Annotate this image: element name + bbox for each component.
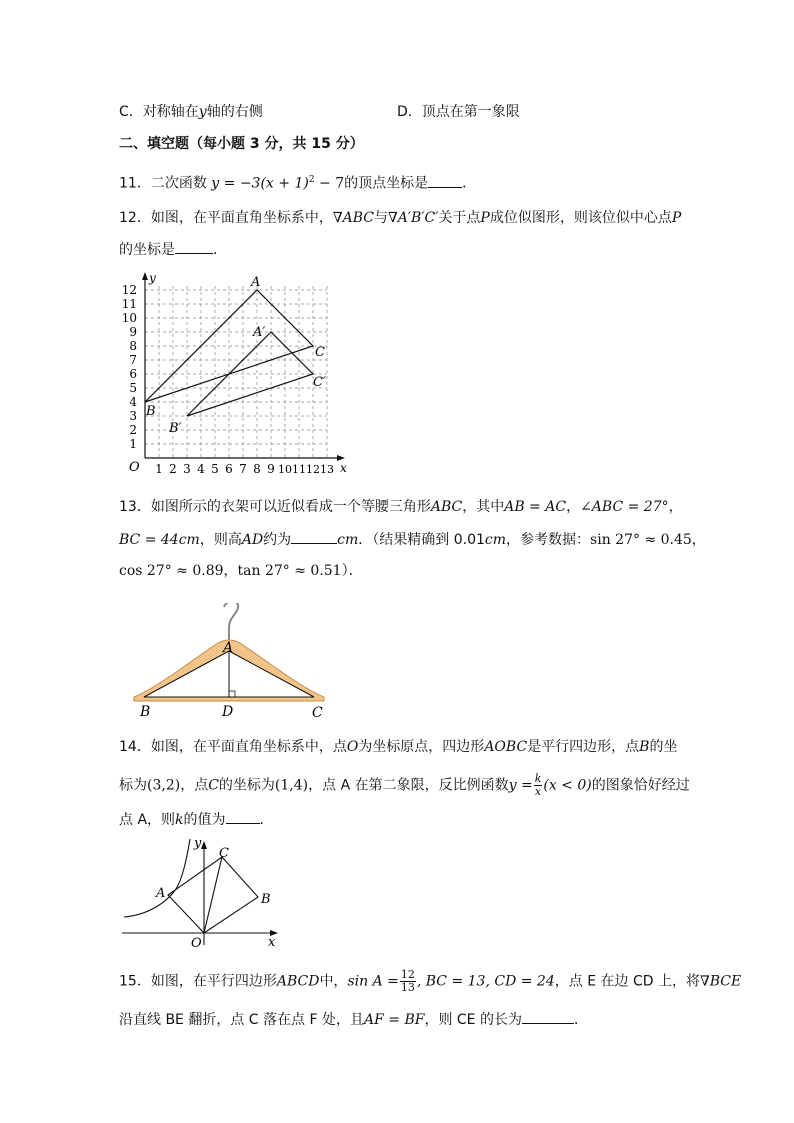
y-tick: 5 xyxy=(129,381,137,395)
answer-blank[interactable] xyxy=(175,239,213,254)
point-b-label: B xyxy=(146,404,156,419)
question-14-line3: 点 A，则k的值为 ． xyxy=(119,809,274,830)
x-tick: 5 xyxy=(211,462,219,476)
x-tick: 9 xyxy=(267,462,275,476)
point-c-label: C xyxy=(219,846,229,861)
question-14-line2: 标为(3,2)，点C的坐标为(1,4)，点 A 在第二象限，反比例函数y = $\frac{k}{x}$ (x < 0)的图象恰好经过 xyxy=(119,772,690,798)
x-tick-labels xyxy=(155,462,334,476)
x-tick: 8 xyxy=(253,462,261,476)
question-13-line2: BC = 44cm，则高AD约为 cm．（结果精确到 0.01cm，参考数据：sin 27° ≈ 0.45， xyxy=(119,529,706,550)
y-tick: 10 xyxy=(121,311,137,325)
y-tick: 12 xyxy=(121,283,137,297)
question-15-line1: 15．如图，在平行四边形ABCD中，sin A = $\frac{12}{13}$ , BC = 13, CD = 24，点 E 在边 CD 上，将∇BCE xyxy=(119,968,742,994)
question-13-line1: 13．如图所示的衣架可以近似看成一个等腰三角形ABC，其中AB = AC，∠ABC = 27°， xyxy=(119,499,683,515)
x-tick: 6 xyxy=(225,462,233,476)
question-13-line3: cos 27° ≈ 0.89，tan 27° ≈ 0.51）． xyxy=(119,563,363,579)
y-tick: 3 xyxy=(129,409,137,423)
y-tick: 2 xyxy=(129,423,137,437)
fraction-k-over-x: $\frac{k}{x}$ xyxy=(534,772,542,798)
hyperbola-curve xyxy=(124,839,190,917)
q12-coordinate-figure xyxy=(115,270,355,480)
y-axis-arrow xyxy=(142,272,148,280)
question-14-line1: 14．如图，在平面直角坐标系中，点O为坐标原点，四边形AOBC是平行四边形，点B的坐 xyxy=(119,739,678,755)
point-c-prime-label: C′ xyxy=(313,375,326,390)
x-tick: 7 xyxy=(239,462,247,476)
point-a-prime-label: A′ xyxy=(253,325,266,340)
point-a-label: A xyxy=(223,640,234,656)
answer-blank[interactable] xyxy=(428,173,462,188)
origin-label: O xyxy=(129,460,140,475)
y-axis-label: y xyxy=(149,271,156,285)
y-tick-labels xyxy=(122,283,138,451)
x-axis-label: x xyxy=(340,461,347,475)
answer-blank[interactable] xyxy=(522,1009,574,1024)
x-tick: 2 xyxy=(169,462,177,476)
y-axis-label: y xyxy=(194,836,202,851)
x-tick: 10 xyxy=(278,463,292,476)
answer-blank[interactable] xyxy=(226,809,260,824)
option-d: D．顶点在第一象限 xyxy=(397,104,520,120)
question-15-line2: 沿直线 BE 翻折，点 C 落在点 F 处，且AF = BF，则 CE 的长为 ． xyxy=(119,1009,588,1030)
question-12-line1: 12．如图，在平面直角坐标系中，∇ABC与∇A′B′C′关于点P成位似图形，则该位似中心点P xyxy=(119,210,682,226)
question-12-line2: 的坐标是 ． xyxy=(119,239,227,260)
point-b-label: B xyxy=(140,704,151,720)
x-tick: 11 xyxy=(292,463,306,476)
section-title: 二、填空题（每小题 3 分，共 15 分） xyxy=(119,136,364,152)
origin-label: O xyxy=(191,936,202,950)
x-tick: 13 xyxy=(320,463,334,476)
point-a-label: A xyxy=(156,886,166,901)
x-tick: 4 xyxy=(197,462,205,476)
y-tick: 7 xyxy=(129,353,137,367)
q13-hanger-figure xyxy=(128,603,333,723)
x-tick: 1 xyxy=(155,462,163,476)
x-axis-label: x xyxy=(268,935,276,950)
y-axis-arrow xyxy=(201,841,207,849)
x-tick: 12 xyxy=(306,463,320,476)
q14-parallelogram-figure xyxy=(118,835,288,950)
y-tick: 1 xyxy=(129,437,137,451)
point-a-label: A xyxy=(251,275,261,290)
y-tick: 9 xyxy=(129,325,137,339)
question-11: 11．二次函数 $y = -3(x + 1)^2 - 7$的顶点坐标是 ． xyxy=(119,170,476,194)
point-c-label: C xyxy=(312,705,323,721)
x-tick: 3 xyxy=(183,462,191,476)
point-b-prime-label: B′ xyxy=(169,421,182,436)
y-tick: 11 xyxy=(121,297,137,311)
point-d-label: D xyxy=(222,704,234,720)
fraction-12-over-13: $\frac{12}{13}$ xyxy=(400,968,415,994)
point-b-label: B xyxy=(261,892,271,907)
point-c-label: C xyxy=(315,345,325,360)
y-tick: 4 xyxy=(129,395,137,409)
option-c: C．对称轴在y轴的右侧 xyxy=(119,104,263,120)
hanger-hook-icon xyxy=(224,603,238,643)
y-tick: 6 xyxy=(129,367,137,381)
y-tick: 8 xyxy=(129,339,137,353)
answer-blank[interactable] xyxy=(291,529,337,544)
